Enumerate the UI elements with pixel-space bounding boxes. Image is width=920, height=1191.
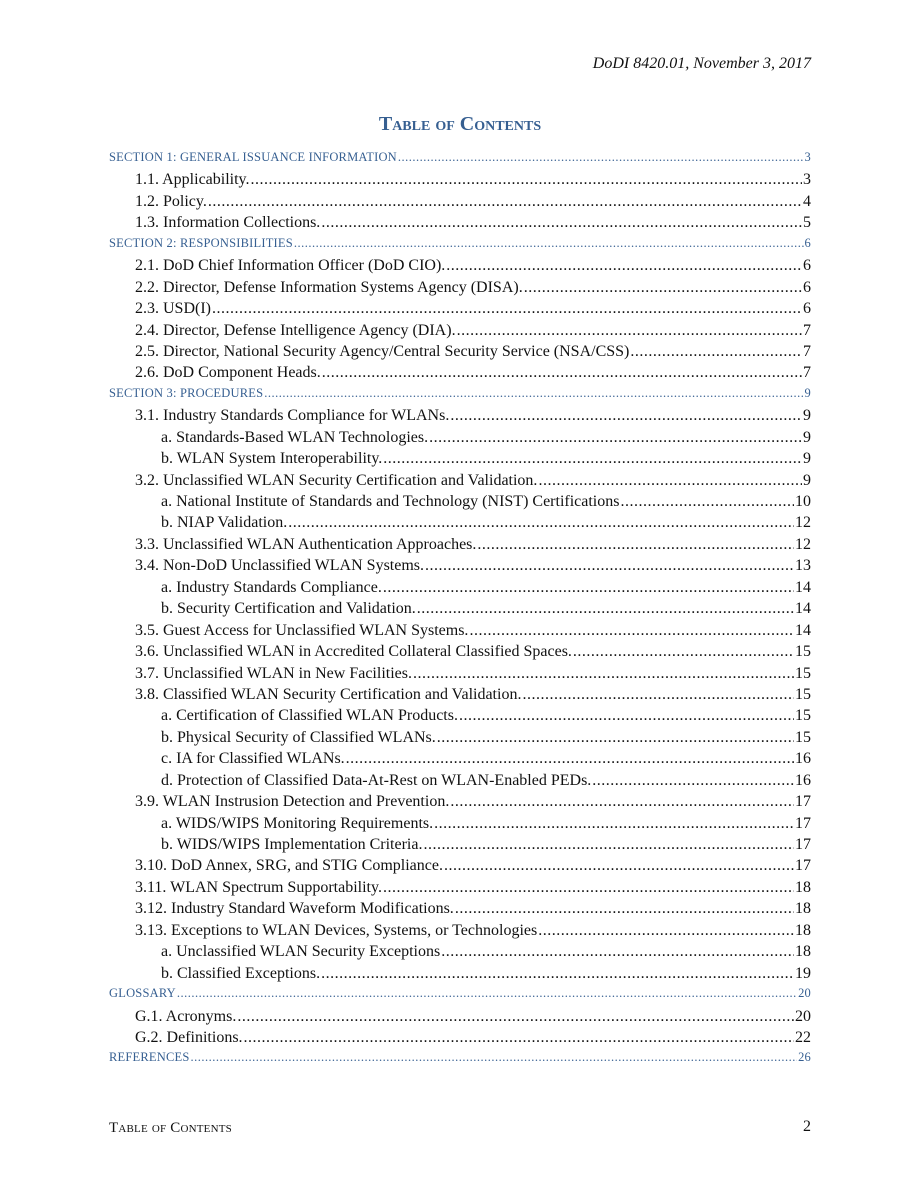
footer-section-name: [109, 1120, 232, 1137]
toc-dot-leader: [417, 600, 794, 618]
page-title: [0, 113, 920, 136]
toc-dot-leader: [450, 407, 802, 425]
toc-dot-leader: [455, 900, 794, 918]
toc-entry[interactable]: [109, 729, 811, 750]
toc-entry-label: SECTION 2: RESPONSIBILITIES: [109, 235, 293, 250]
toc-entry-page: 12: [795, 535, 811, 553]
toc-entry[interactable]: [109, 772, 811, 793]
toc-dot-leader: [459, 707, 794, 725]
page-title-text: Table of Contents: [378, 113, 542, 135]
toc-dot-leader: [524, 279, 802, 297]
toc-entry-label: 3.7. Unclassified WLAN in New Facilities.: [135, 664, 412, 682]
toc-dot-leader: [592, 772, 794, 790]
toc-dot-leader: [177, 986, 797, 1001]
toc-entry-page: 16: [795, 771, 811, 789]
toc-entry-label: a. Unclassified WLAN Security Exceptions: [161, 943, 441, 961]
toc-entry-label: 3.10. DoD Annex, SRG, and STIG Compliance.: [135, 857, 443, 875]
toc-dot-leader: [398, 150, 804, 165]
toc-entry[interactable]: [109, 557, 811, 578]
toc-entry-label: 3.12. Industry Standard Waveform Modifications.: [135, 900, 454, 918]
toc-entry-label: a. National Institute of Standards and Technology (NIST) Certifications: [161, 493, 620, 510]
toc-entry-label: d. Protection of Classified Data-At-Rest on WLAN-Enabled PEDs.: [161, 771, 592, 789]
toc-entry-label: 3.8. Classified WLAN Security Certification and Validation.: [135, 685, 522, 703]
toc-entry-label: b. WIDS/WIPS Implementation Criteria.: [161, 836, 423, 853]
toc-entry-page: 4: [803, 192, 811, 210]
toc-entry[interactable]: [109, 364, 811, 385]
toc-entry-page: 6: [803, 257, 811, 275]
toc-entry-page: 15: [795, 707, 811, 725]
toc-entry[interactable]: [109, 300, 811, 321]
toc-entry-page: 3: [804, 150, 811, 164]
toc-dot-leader: [437, 729, 794, 747]
toc-entry[interactable]: [109, 171, 811, 192]
toc-entry[interactable]: [109, 493, 811, 514]
toc-dot-leader: [446, 257, 802, 275]
toc-entry[interactable]: [109, 707, 811, 728]
toc-entry-page: 7: [803, 342, 811, 360]
toc-entry-label: 1.2. Policy.: [135, 192, 207, 210]
toc-dot-leader: [212, 300, 802, 318]
toc-entry[interactable]: [109, 857, 811, 878]
toc-entry-label: 3.9. WLAN Instrusion Detection and Prevention.: [135, 793, 450, 811]
toc-entry-page: 17: [795, 857, 811, 875]
toc-dot-leader: [413, 665, 794, 683]
toc-entry[interactable]: [109, 965, 811, 986]
toc-entry-page: 7: [803, 321, 811, 339]
toc-dot-leader: [522, 686, 794, 704]
toc-section-entry[interactable]: [109, 150, 811, 171]
toc-entry-page: 20: [795, 1007, 811, 1025]
toc-entry[interactable]: [109, 514, 811, 535]
toc-entry[interactable]: [109, 343, 811, 364]
toc-dot-leader: [346, 750, 794, 768]
toc-dot-leader: [208, 193, 802, 211]
toc-entry[interactable]: [109, 622, 811, 643]
toc-entry-page: 9: [803, 450, 811, 468]
toc-entry-label: c. IA for Classified WLANs.: [161, 750, 345, 768]
toc-entry-label: GLOSSARY: [109, 986, 176, 1001]
toc-entry-label: 3.6. Unclassified WLAN in Accredited Collateral Classified Spaces.: [135, 643, 572, 661]
toc-entry[interactable]: [109, 257, 811, 278]
toc-entry-page: 9: [804, 385, 811, 400]
toc-entry[interactable]: [109, 643, 811, 664]
toc-section-entry[interactable]: [109, 386, 811, 407]
toc-entry-label: b. Physical Security of Classified WLANs.: [161, 728, 436, 746]
toc-dot-leader: [538, 472, 802, 490]
running-header: DoDI 8420.01, November 3, 2017: [592, 55, 811, 72]
toc-entry-label: 1.1. Applicability.: [135, 171, 250, 189]
toc-entry-label: 2.6. DoD Component Heads.: [135, 364, 321, 382]
toc-entry-label: G.1. Acronyms.: [135, 1007, 237, 1025]
toc-entry-page: 3: [803, 171, 811, 189]
toc-dot-leader: [429, 429, 802, 447]
toc-entry[interactable]: [109, 322, 811, 343]
toc-dot-leader: [383, 450, 802, 468]
toc-dot-leader: [457, 322, 802, 340]
toc-entry-page: 15: [795, 728, 811, 746]
toc-entry[interactable]: [109, 600, 811, 621]
toc-entry-page: 17: [795, 836, 811, 853]
toc-dot-leader: [237, 1008, 794, 1026]
toc-section-entry[interactable]: [109, 986, 811, 1007]
toc-entry-page: 6: [803, 278, 811, 296]
toc-entry[interactable]: [109, 836, 811, 857]
toc-entry[interactable]: [109, 214, 811, 235]
toc-entry-label: 3.2. Unclassified WLAN Security Certification and Validation.: [135, 471, 538, 489]
toc-entry-label: b. WLAN System Interoperability.: [161, 450, 383, 468]
toc-entry-label: a. WIDS/WIPS Monitoring Requirements.: [161, 814, 434, 832]
toc-entry-label: 2.1. DoD Chief Information Officer (DoD CIO).: [135, 257, 446, 275]
toc-entry[interactable]: [109, 279, 811, 300]
toc-entry[interactable]: [109, 193, 811, 214]
toc-entry[interactable]: [109, 429, 811, 450]
toc-entry-label: b. Security Certification and Validation.: [161, 600, 416, 618]
toc-entry-label: a. Standards-Based WLAN Technologies.: [161, 428, 429, 446]
toc-entry[interactable]: [109, 1008, 811, 1029]
toc-entry-page: 17: [795, 793, 811, 811]
toc-entry[interactable]: [109, 943, 811, 964]
toc-entry-label: G.2. Definitions.: [135, 1028, 243, 1046]
toc-entry-label: b. Classified Exceptions.: [161, 964, 321, 982]
toc-dot-leader: [321, 965, 794, 983]
toc-entry[interactable]: [109, 750, 811, 771]
toc-entry[interactable]: [109, 900, 811, 921]
toc-entry-label: 3.5. Guest Access for Unclassified WLAN Systems.: [135, 621, 469, 639]
toc-entry[interactable]: [109, 815, 811, 836]
toc-entry-page: 18: [795, 878, 811, 896]
toc-entry-page: 26: [798, 1050, 811, 1065]
toc-entry-page: 6: [803, 300, 811, 318]
toc-entry-page: 22: [795, 1028, 811, 1046]
toc-entry[interactable]: [109, 922, 811, 943]
toc-entry[interactable]: [109, 686, 811, 707]
toc-dot-leader: [630, 343, 802, 361]
toc-entry[interactable]: [109, 407, 811, 428]
toc-dot-leader: [383, 879, 794, 897]
toc-entry-page: 18: [795, 921, 811, 939]
toc-entry[interactable]: [109, 450, 811, 471]
toc-entry-label: 2.4. Director, Defense Intelligence Agency (DIA).: [135, 321, 456, 339]
toc-entry-label: 2.5. Director, National Security Agency/Central Security Service (NSA/CSS): [135, 342, 630, 360]
toc-dot-leader: [441, 943, 794, 961]
toc-entry-page: 15: [795, 664, 811, 682]
toc-entry-label: 3.13. Exceptions to WLAN Devices, Systems, or Technologies: [135, 921, 538, 939]
toc-entry-label: a. Industry Standards Compliance.: [161, 578, 382, 596]
footer-section-text: Table of Contents: [109, 1120, 232, 1136]
toc-dot-leader: [321, 214, 802, 232]
toc-entry-page: 14: [795, 578, 811, 596]
toc-entry-label: 3.11. WLAN Spectrum Supportability.: [135, 878, 382, 896]
toc-dot-leader: [288, 514, 794, 532]
toc-entry-label: REFERENCES: [109, 1050, 190, 1065]
toc-entry-label: SECTION 1: GENERAL ISSUANCE INFORMATION: [109, 150, 397, 164]
toc-entry-page: 15: [795, 685, 811, 703]
toc-entry-page: 6: [804, 235, 811, 250]
toc-dot-leader: [620, 493, 794, 511]
toc-entry-label: 2.2. Director, Defense Information Systems Agency (DISA).: [135, 278, 523, 296]
toc-dot-leader: [322, 364, 802, 382]
toc-dot-leader: [444, 857, 794, 875]
toc-entry[interactable]: [109, 472, 811, 493]
toc-entry[interactable]: [109, 536, 811, 557]
toc-dot-leader: [191, 1050, 798, 1065]
toc-entry-page: 19: [795, 964, 811, 982]
toc-dot-leader: [450, 793, 794, 811]
toc-entry-page: 7: [803, 364, 811, 382]
toc-dot-leader: [264, 386, 803, 401]
toc-dot-leader: [477, 536, 794, 554]
footer-page-number: 2: [803, 1118, 811, 1135]
toc-dot-leader: [251, 171, 802, 189]
toc-entry-label: SECTION 3: PROCEDURES: [109, 385, 264, 400]
toc-dot-leader: [434, 815, 794, 833]
toc-dot-leader: [538, 922, 794, 940]
toc-entry-page: 9: [803, 407, 811, 425]
toc-entry-page: 17: [795, 814, 811, 832]
toc-entry[interactable]: [109, 1029, 811, 1050]
toc-section-entry[interactable]: [109, 236, 811, 257]
toc-entry-page: 18: [795, 900, 811, 918]
toc-entry[interactable]: [109, 879, 811, 900]
toc-entry[interactable]: [109, 665, 811, 686]
toc-entry-page: 20: [798, 986, 811, 1001]
toc-dot-leader: [244, 1029, 794, 1047]
toc-entry-page: 10: [795, 493, 811, 510]
toc-entry-label: b. NIAP Validation.: [161, 514, 288, 532]
toc-entry-page: 13: [795, 557, 811, 575]
toc-dot-leader: [423, 836, 794, 854]
toc-entry-label: 2.3. USD(I): [135, 300, 211, 318]
toc-dot-leader: [425, 557, 794, 575]
toc-dot-leader: [383, 579, 794, 597]
toc-dot-leader: [573, 643, 794, 661]
toc-entry-label: 3.3. Unclassified WLAN Authentication Approaches.: [135, 535, 477, 553]
toc-entry-page: 9: [803, 428, 811, 446]
toc-entry[interactable]: [109, 579, 811, 600]
toc-entry-page: 5: [803, 214, 811, 232]
toc-entry-page: 18: [795, 943, 811, 961]
toc-entry-page: 14: [795, 600, 811, 618]
toc-entry-page: 14: [795, 621, 811, 639]
toc-section-entry[interactable]: [109, 1050, 811, 1071]
toc-entry-label: a. Certification of Classified WLAN Products.: [161, 707, 458, 725]
toc-entry-page: 15: [795, 643, 811, 661]
toc-entry[interactable]: [109, 793, 811, 814]
toc-dot-leader: [469, 622, 794, 640]
toc-dot-leader: [294, 236, 804, 251]
toc-entry-label: 3.4. Non-DoD Unclassified WLAN Systems.: [135, 557, 425, 575]
toc-entry-page: 9: [803, 471, 811, 489]
table-of-contents: [109, 150, 811, 1072]
toc-entry-label: 3.1. Industry Standards Compliance for WLANs.: [135, 407, 450, 425]
toc-entry-page: 16: [795, 750, 811, 768]
toc-entry-page: 12: [795, 514, 811, 532]
toc-entry-label: 1.3. Information Collections.: [135, 214, 321, 232]
